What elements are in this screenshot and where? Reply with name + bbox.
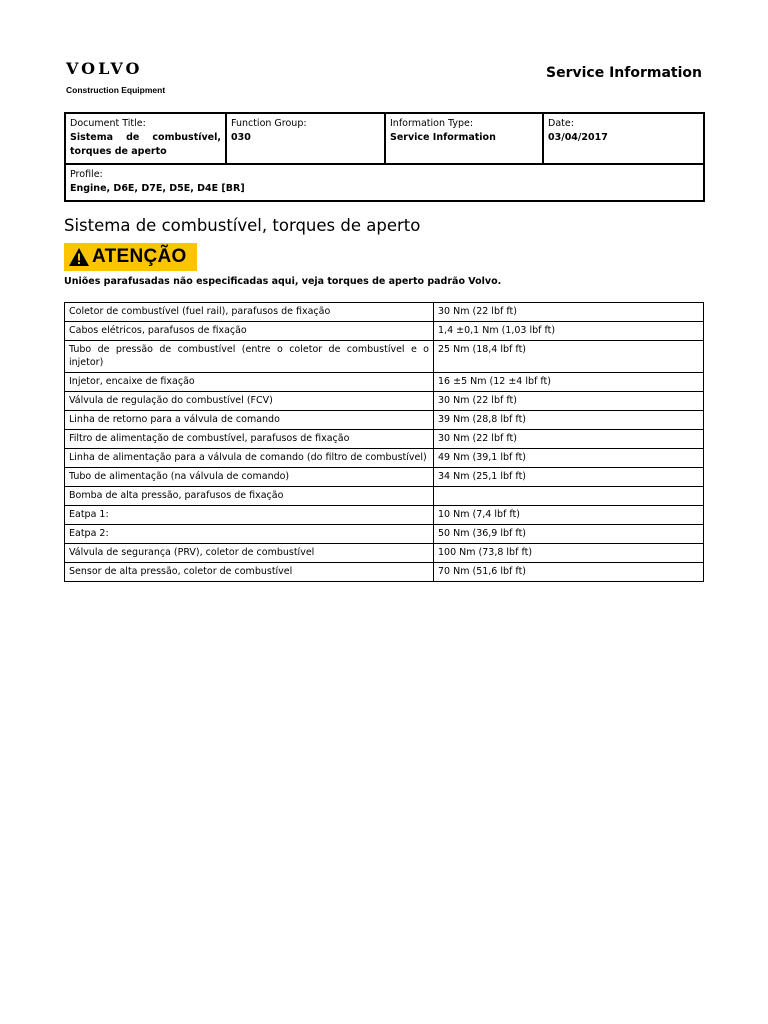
torque-cell: 39 Nm (28,8 lbf ft) <box>434 411 704 430</box>
profile-cell <box>65 164 704 201</box>
component-cell: Linha de alimentação para a válvula de comando (do filtro de combustível) <box>65 449 434 468</box>
info-type-label: Information Type: <box>390 118 474 129</box>
table-row <box>65 487 704 506</box>
component-cell: Tubo de pressão de combustível (entre o coletor de combustível e o injetor) <box>65 341 434 373</box>
table-row <box>65 322 704 341</box>
table-row <box>65 411 704 430</box>
table-row <box>65 373 704 392</box>
component-cell: Eatpa 1: <box>65 506 434 525</box>
doc-title-value: Sistema de combustível, torques de aperto <box>70 132 221 157</box>
table-row <box>65 449 704 468</box>
warning-note: Uniões parafusadas não especificadas aqui, veja torques de aperto padrão Volvo. <box>64 276 502 287</box>
warning-triangle-icon <box>68 247 90 267</box>
table-row <box>65 430 704 449</box>
table-row <box>65 506 704 525</box>
document-meta-table <box>64 112 705 202</box>
warning-label: ATENÇÃO <box>92 246 187 267</box>
torque-cell: 100 Nm (73,8 lbf ft) <box>434 544 704 563</box>
component-cell: Eatpa 2: <box>65 525 434 544</box>
info-type-cell <box>385 113 543 164</box>
torque-cell: 10 Nm (7,4 lbf ft) <box>434 506 704 525</box>
torque-cell: 50 Nm (36,9 lbf ft) <box>434 525 704 544</box>
table-row <box>65 341 704 373</box>
function-group-value: 030 <box>231 132 251 143</box>
table-row <box>65 525 704 544</box>
date-label: Date: <box>548 118 574 129</box>
function-group-cell <box>226 113 385 164</box>
component-cell: Cabos elétricos, parafusos de fixação <box>65 322 434 341</box>
component-cell: Coletor de combustível (fuel rail), parafusos de fixação <box>65 303 434 322</box>
torque-cell: 1,4 ±0,1 Nm (1,03 lbf ft) <box>434 322 704 341</box>
torque-cell: 70 Nm (51,6 lbf ft) <box>434 563 704 582</box>
torque-cell: 25 Nm (18,4 lbf ft) <box>434 341 704 373</box>
component-cell: Injetor, encaixe de fixação <box>65 373 434 392</box>
doc-title-label: Document Title: <box>70 118 146 129</box>
volvo-logo <box>66 60 176 95</box>
table-row <box>65 468 704 487</box>
doc-title-cell <box>65 113 226 164</box>
profile-label: Profile: <box>70 169 103 180</box>
component-cell: Tubo de alimentação (na válvula de comando) <box>65 468 434 487</box>
table-row <box>65 563 704 582</box>
torque-cell: 34 Nm (25,1 lbf ft) <box>434 468 704 487</box>
page-title: Sistema de combustível, torques de aperto <box>64 216 421 235</box>
torque-cell: 30 Nm (22 lbf ft) <box>434 392 704 411</box>
torque-cell: 30 Nm (22 lbf ft) <box>434 303 704 322</box>
info-type-value: Service Information <box>390 132 496 143</box>
function-group-label: Function Group: <box>231 118 307 129</box>
component-cell: Válvula de segurança (PRV), coletor de combustível <box>65 544 434 563</box>
table-row <box>65 544 704 563</box>
component-cell: Bomba de alta pressão, parafusos de fixação <box>65 487 434 506</box>
date-cell <box>543 113 704 164</box>
torque-cell <box>434 487 704 506</box>
date-value: 03/04/2017 <box>548 132 608 143</box>
service-information-heading: Service Information <box>546 65 702 81</box>
torque-cell: 30 Nm (22 lbf ft) <box>434 430 704 449</box>
profile-value: Engine, D6E, D7E, D5E, D4E [BR] <box>70 183 245 194</box>
component-cell: Sensor de alta pressão, coletor de combustível <box>65 563 434 582</box>
table-row <box>65 392 704 411</box>
component-cell: Linha de retorno para a válvula de comando <box>65 411 434 430</box>
brand-subtitle: Construction Equipment <box>66 85 166 95</box>
component-cell: Filtro de alimentação de combustível, parafusos de fixação <box>65 430 434 449</box>
table-row <box>65 303 704 322</box>
component-cell: Válvula de regulação do combustível (FCV) <box>65 392 434 411</box>
torque-table <box>64 302 704 582</box>
torque-cell: 16 ±5 Nm (12 ±4 lbf ft) <box>434 373 704 392</box>
warning-banner <box>64 243 197 271</box>
torque-cell: 49 Nm (39,1 lbf ft) <box>434 449 704 468</box>
brand-wordmark: VOLVO <box>66 59 143 78</box>
